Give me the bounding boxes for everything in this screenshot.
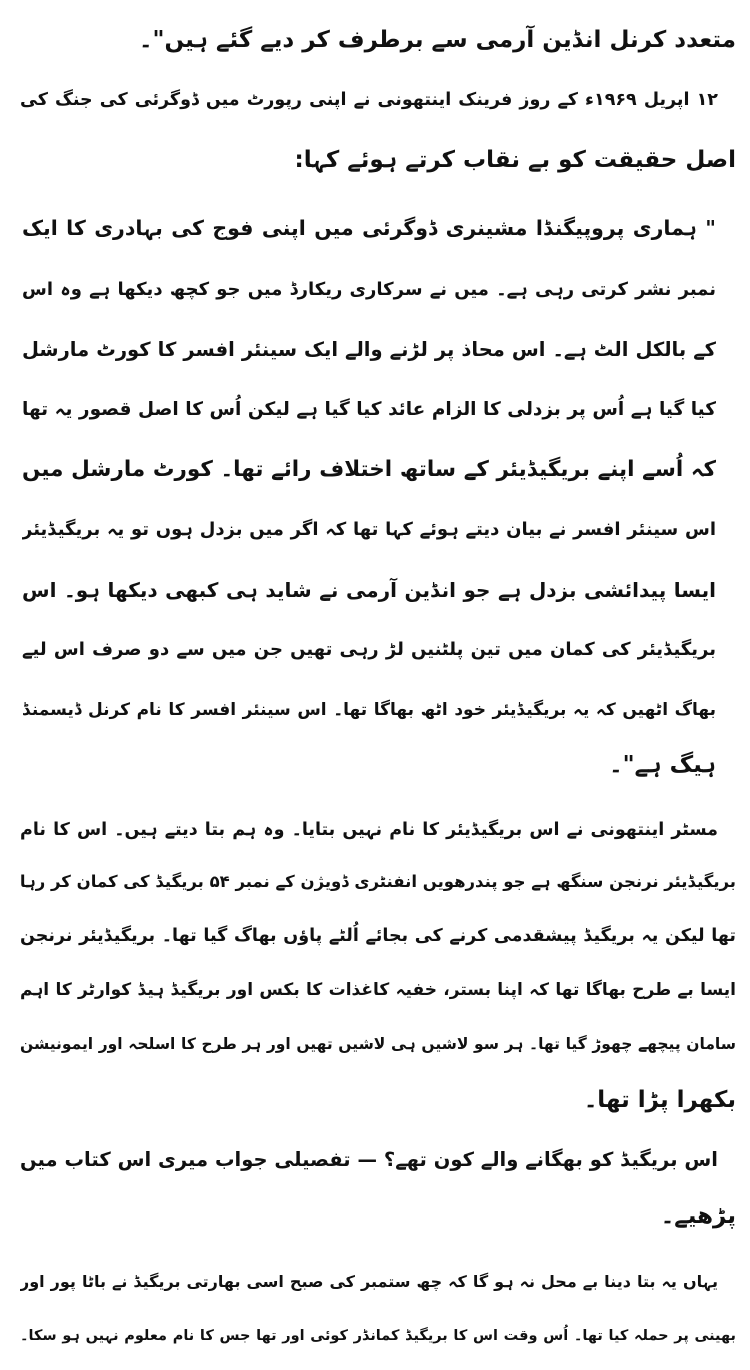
text-line: تھا لیکن یہ بریگیڈ پیشقدمی کرنے کی بجائے اُلٹے پاؤں بھاگ گیا تھا۔ بریگیڈیئر نرنجن bbox=[20, 926, 736, 946]
text-line: ایسا بے طرح بھاگا تھا کہ اپنا بستر، خفیہ کاغذات کا بکس اور بریگیڈ ہیڈ کوارٹر کا اہم bbox=[20, 980, 736, 1000]
quote-line: کیا گیا ہے اُس پر بزدلی کا الزام عائد کیا گیا ہے لیکن اُس کا اصل قصور یہ تھا bbox=[22, 399, 716, 420]
quote-line: " ہماری پروپیگنڈا مشینری ڈوگرئی میں اپنی فوج کی بہادری کا ایک bbox=[22, 216, 716, 240]
text-line: متعدد کرنل انڈین آرمی سے برطرف کر دیے گئے ہیں"۔ bbox=[139, 27, 736, 53]
text-line: یہاں یہ بتا دینا بے محل نہ ہو گا کہ چھ ستمبر کی صبح اسی بھارتی بریگیڈ نے باٹا پور اور bbox=[20, 1272, 718, 1291]
text-line: بھینی پر حملہ کیا تھا۔ اُس وقت اس کا بریگیڈ کمانڈر کوئی اور تھا جس کا نام معلوم نہیں ہو سکا۔ bbox=[20, 1328, 736, 1344]
quote-line: ہیگ ہے"۔ bbox=[609, 752, 716, 778]
quote-line: کے بالکل الٹ ہے۔ اس محاذ پر لڑنے والے ایک سینئر افسر کا کورٹ مارشل bbox=[22, 338, 716, 361]
text-line: اصل حقیقت کو بے نقاب کرتے ہوئے کہا: bbox=[294, 147, 736, 173]
quote-line: اس سینئر افسر نے بیان دیتے ہوئے کہا تھا کہ اگر میں بزدل ہوں تو یہ بریگیڈیئر bbox=[22, 519, 716, 540]
text-line: اس بریگیڈ کو بھگانے والے کون تھے؟ — تفصیلی جواب میری اس کتاب میں bbox=[20, 1148, 718, 1171]
quote-line: نمبر نشر کرتی رہی ہے۔ میں نے سرکاری ریکارڈ میں جو کچھ دیکھا ہے وہ اس bbox=[22, 279, 716, 300]
text-line: سامان پیچھے چھوڑ گیا تھا۔ ہر سو لاشیں ہی لاشیں تھیں اور ہر طرح کا اسلحہ اور ایمونیشن bbox=[20, 1035, 736, 1053]
quote-line: بریگیڈیئر کی کمان میں تین پلٹنیں لڑ رہی تھیں جن میں سے دو صرف اس لیے bbox=[22, 639, 716, 660]
text-line: پڑھیے۔ bbox=[660, 1203, 736, 1229]
text-line: مسٹر اینتھونی نے اس بریگیڈیئر کا نام نہیں بتایا۔ وہ ہم بتا دیتے ہیں۔ اس کا نام bbox=[20, 820, 718, 840]
text-line: بریگیڈیئر نرنجن سنگھ ہے جو پندرھویں انفنٹری ڈویژن کے نمبر ۵۴ بریگیڈ کی کمان کر رہا bbox=[20, 872, 736, 891]
quote-line: کہ اُسے اپنے بریگیڈیئر کے ساتھ اختلاف رائے تھا۔ کورٹ مارشل میں bbox=[22, 457, 716, 482]
quote-line: ایسا پیدائشی بزدل ہے جو انڈین آرمی نے شاید ہی کبھی دیکھا ہو۔ اس bbox=[22, 578, 716, 602]
text-line: ۱۲ اپریل ۱۹۶۹ء کے روز فرینک اینتھونی نے اپنی رپورٹ میں ڈوگرئی کی جنگ کی bbox=[20, 90, 718, 110]
quote-line: بھاگ اٹھیں کہ یہ بریگیڈیئر خود اٹھ بھاگا تھا۔ اس سینئر افسر کا نام کرنل ڈیسمنڈ bbox=[22, 700, 716, 720]
text-line: بکھرا پڑا تھا۔ bbox=[583, 1087, 736, 1113]
